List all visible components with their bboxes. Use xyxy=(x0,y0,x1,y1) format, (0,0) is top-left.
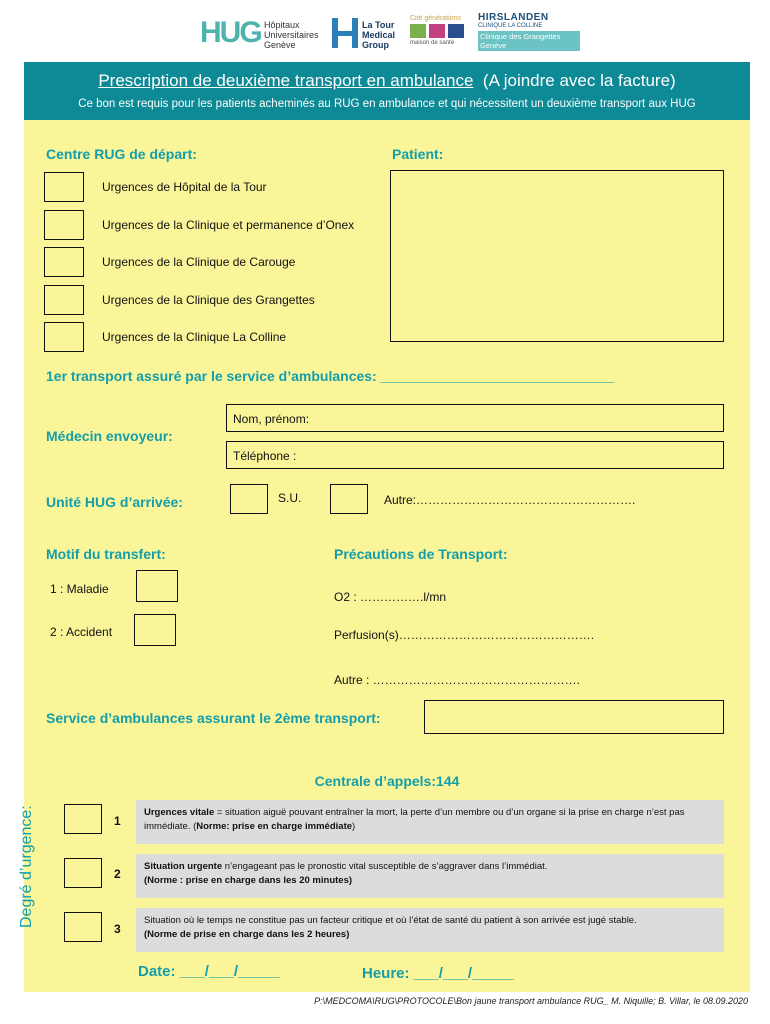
service-field[interactable] xyxy=(424,700,724,734)
form-title-suffix: (A joindre avec la facture) xyxy=(482,71,676,90)
hirslanden-text: HIRSLANDEN xyxy=(478,12,549,23)
autre-precaution-field[interactable]: Autre : ……………………………………………. xyxy=(334,673,581,687)
unite-heading: Unité HUG d’arrivée: xyxy=(46,494,183,510)
telephone-field[interactable] xyxy=(226,441,724,469)
centre-checkbox-onex[interactable] xyxy=(44,210,84,240)
onex-line1: Cité générations xyxy=(410,15,461,22)
nom-field[interactable] xyxy=(226,404,724,432)
centre-label-carouge: Urgences de la Clinique de Carouge xyxy=(102,255,296,269)
centre-checkbox-carouge[interactable] xyxy=(44,247,84,277)
urgence-2-number: 2 xyxy=(114,867,121,881)
degre-urgence-label: Degré d’urgence: xyxy=(18,805,35,928)
accident-label: 2 : Accident xyxy=(50,625,113,639)
urgence-2-text: n’engageant pas le pronostic vital susceptible de s’aggraver dans l’immédiat. xyxy=(222,861,548,872)
nom-label: Nom, prénom: xyxy=(233,412,310,426)
centre-checkbox-colline[interactable] xyxy=(44,322,84,352)
urgence-1-number: 1 xyxy=(114,814,121,828)
hug-text-3: Genève xyxy=(264,40,296,50)
accident-checkbox[interactable] xyxy=(134,614,176,646)
urgence-3-description xyxy=(136,908,724,952)
onex-logo xyxy=(410,15,470,46)
hug-text-1: Hôpitaux xyxy=(264,20,300,30)
service-heading: Service d’ambulances assurant le 2ème transport: xyxy=(46,710,381,726)
latour-text-1: La Tour xyxy=(362,20,395,30)
urgence-1-description xyxy=(136,800,724,844)
urgence-1-bold: Urgences vitale xyxy=(144,807,215,818)
centre-label-onex: Urgences de la Clinique et permanence d’Onex xyxy=(102,218,355,232)
urgence-1-end: ) xyxy=(352,821,356,832)
heure-field[interactable]: Heure: ___/___/_____ xyxy=(362,965,514,982)
hug-logo-text xyxy=(264,20,319,50)
first-transport-field[interactable]: 1er transport assuré par le service d’ambulances: ______________________________ xyxy=(46,368,615,384)
centre-checkbox-tour[interactable] xyxy=(44,172,84,202)
maladie-label: 1 : Maladie xyxy=(50,582,109,596)
centre-checkbox-grangettes[interactable] xyxy=(44,285,84,315)
patient-heading: Patient: xyxy=(392,146,444,162)
motif-heading: Motif du transfert: xyxy=(46,546,166,562)
autre-unite-field[interactable]: Autre:………………………………………………. xyxy=(384,493,636,507)
urgence-3-text: Situation où le temps ne constitue pas un facteur critique et où l’état de santé du patient à son arrivée est jugé stable. xyxy=(144,915,637,926)
hirslanden-sub: CLINIQUE LA COLLINE xyxy=(478,23,543,29)
urgence-3-number: 3 xyxy=(114,922,121,936)
o2-field[interactable]: O2 : …………….l/mn xyxy=(334,590,447,604)
grangettes-text-2: Genève xyxy=(480,41,507,50)
hug-logo-mark: HUG xyxy=(200,16,261,49)
urgence-2-checkbox[interactable] xyxy=(64,858,102,888)
form-title-main: Prescription de deuxième transport en ambulance xyxy=(98,71,474,90)
urgence-1-note: Norme: prise en charge immédiate xyxy=(196,821,353,832)
telephone-label: Téléphone : xyxy=(233,449,297,463)
centre-label-grangettes: Urgences de la Clinique des Grangettes xyxy=(102,293,315,307)
latour-logo-text xyxy=(362,20,395,50)
footer-path: P:\MEDCOMA\RUG\PROTOCOLE\Bon jaune transport ambulance RUG_ M. Niquille; B. Villar, le 08.09.2020 xyxy=(314,996,748,1006)
grangettes-badge xyxy=(478,31,580,51)
latour-text-3: Group xyxy=(362,40,389,50)
su-label: S.U. xyxy=(278,491,302,505)
form-title xyxy=(24,71,750,91)
date-field[interactable]: Date: ___/___/_____ xyxy=(138,963,280,980)
urgence-2-description xyxy=(136,854,724,898)
patient-field[interactable] xyxy=(390,170,724,342)
maladie-checkbox[interactable] xyxy=(136,570,178,602)
grangettes-text-1: Clinique des Grangettes xyxy=(480,32,561,41)
latour-text-2: Medical xyxy=(362,30,396,40)
su-checkbox[interactable] xyxy=(230,484,268,514)
centre-label-tour: Urgences de Hôpital de la Tour xyxy=(102,180,267,194)
hirslanden-logo xyxy=(478,12,580,51)
onex-line2: maison de santé xyxy=(410,40,455,46)
urgence-1-text: = situation aiguë pouvant entraîner la mort, la perte d’un membre ou d’un organe si la prise en charge n’est pas immédiate. ( xyxy=(144,807,685,832)
hug-text-2: Universitaires xyxy=(264,30,319,40)
onex-blocks-icon xyxy=(410,24,470,38)
urgence-1-checkbox[interactable] xyxy=(64,804,102,834)
urgence-3-checkbox[interactable] xyxy=(64,912,102,942)
hug-logo xyxy=(200,16,261,50)
urgence-2-bold: Situation urgente xyxy=(144,861,223,872)
latour-logo-icon xyxy=(332,18,358,48)
perfusion-field[interactable]: Perfusion(s)…………………………………………. xyxy=(334,628,595,642)
urgence-3-note: (Norme de prise en charge dans les 2 heures) xyxy=(144,929,350,940)
centre-label-colline: Urgences de la Clinique La Colline xyxy=(102,330,287,344)
centrale-appels: Centrale d’appels:144 xyxy=(314,773,460,789)
autre-unite-checkbox[interactable] xyxy=(330,484,368,514)
form-subtitle: Ce bon est requis pour les patients acheminés au RUG en ambulance et qui nécessitent un deuxième transport aux HUG xyxy=(78,98,696,110)
centre-heading: Centre RUG de départ: xyxy=(46,146,197,162)
urgence-2-note: (Norme : prise en charge dans les 20 minutes) xyxy=(144,875,353,886)
precautions-heading: Précautions de Transport: xyxy=(334,546,508,562)
medecin-heading: Médecin envoyeur: xyxy=(46,428,173,444)
